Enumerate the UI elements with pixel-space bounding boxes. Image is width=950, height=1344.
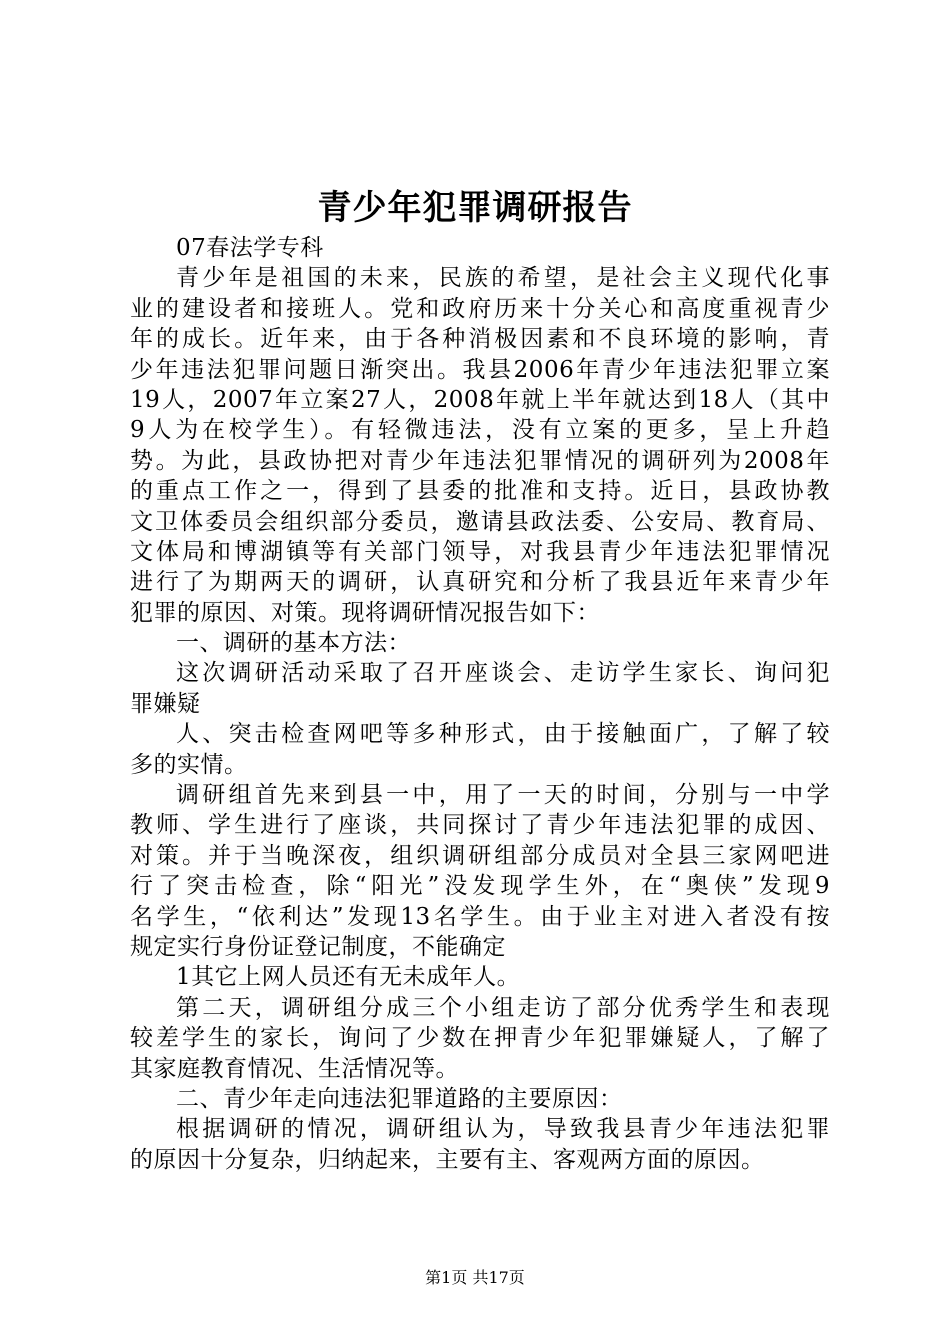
text-line: 二、青少年走向违法犯罪道路的主要原因： <box>176 1085 623 1112</box>
text-line: 这次调研活动采取了召开座谈会、走访学生家长、询问犯 <box>176 660 830 687</box>
text-line: 9人为在校学生）。有轻微违法，没有立案的更多，呈上升趋 <box>130 417 830 444</box>
text-line: 1其它上网人员还有无未成年人。 <box>176 964 521 991</box>
text-line: 对策。并于当晚深夜，组织调研组部分成员对全县三家网吧进 <box>130 842 830 869</box>
text-line: 少年违法犯罪问题日渐突出。我县2006年青少年违法犯罪立案 <box>130 356 830 383</box>
text-line: 罪嫌疑 <box>130 690 201 717</box>
document-body <box>130 233 830 1175</box>
text-line: 人、突击检查网吧等多种形式，由于接触面广，了解了较 <box>176 721 830 748</box>
text-line: 进行了为期两天的调研，认真研究和分析了我县近年来青少年 <box>130 569 830 596</box>
text-line: 业的建设者和接班人。党和政府历来十分关心和高度重视青少 <box>130 295 830 322</box>
text-line: 教师、学生进行了座谈，共同探讨了青少年违法犯罪的成因、 <box>130 812 830 839</box>
text-line: 名学生，“依利达”发现13名学生。由于业主对进入者没有按 <box>130 903 830 930</box>
text-line: 调研组首先来到县一中，用了一天的时间，分别与一中学 <box>176 782 830 809</box>
text-line: 根据调研的情况，调研组认为，导致我县青少年违法犯罪 <box>176 1116 830 1143</box>
text-line: 文体局和博湖镇等有关部门领导，对我县青少年违法犯罪情况 <box>130 538 830 565</box>
text-line: 一、调研的基本方法： <box>176 630 411 657</box>
text-line: 年的成长。近年来，由于各种消极因素和不良环境的影响，青 <box>130 326 830 353</box>
text-line: 较差学生的家长，询问了少数在押青少年犯罪嫌疑人，了解了 <box>130 1025 830 1052</box>
text-line: 其家庭教育情况、生活情况等。 <box>130 1055 459 1082</box>
text-line: 19人，2007年立案27人，2008年就上半年就达到18人（其中 <box>130 386 830 413</box>
text-line: 的重点工作之一，得到了县委的批准和支持。近日，县政协教 <box>130 478 830 505</box>
text-line: 行了突击检查，除“阳光”没发现学生外，在“奥侠”发现9 <box>130 873 830 900</box>
text-line: 规定实行身份证登记制度，不能确定 <box>130 933 506 960</box>
text-line: 多的实情。 <box>130 751 248 778</box>
text-line: 第二天，调研组分成三个小组走访了部分优秀学生和表现 <box>176 994 830 1021</box>
text-line: 的原因十分复杂，归纳起来，主要有主、客观两方面的原因。 <box>130 1146 765 1173</box>
text-line: 势。为此，县政协把对青少年违法犯罪情况的调研列为2008年 <box>130 447 830 474</box>
text-line: 犯罪的原因、对策。现将调研情况报告如下： <box>130 599 600 626</box>
text-line: 07春法学专科 <box>176 235 324 261</box>
text-line: 青少年是祖国的未来，民族的希望，是社会主义现代化事 <box>176 265 830 292</box>
text-line: 文卫体委员会组织部分委员，邀请县政法委、公安局、教育局、 <box>130 508 830 535</box>
page-footer: 第1页 共17页 <box>425 1268 525 1287</box>
document-title: 青少年犯罪调研报告 <box>317 188 633 228</box>
